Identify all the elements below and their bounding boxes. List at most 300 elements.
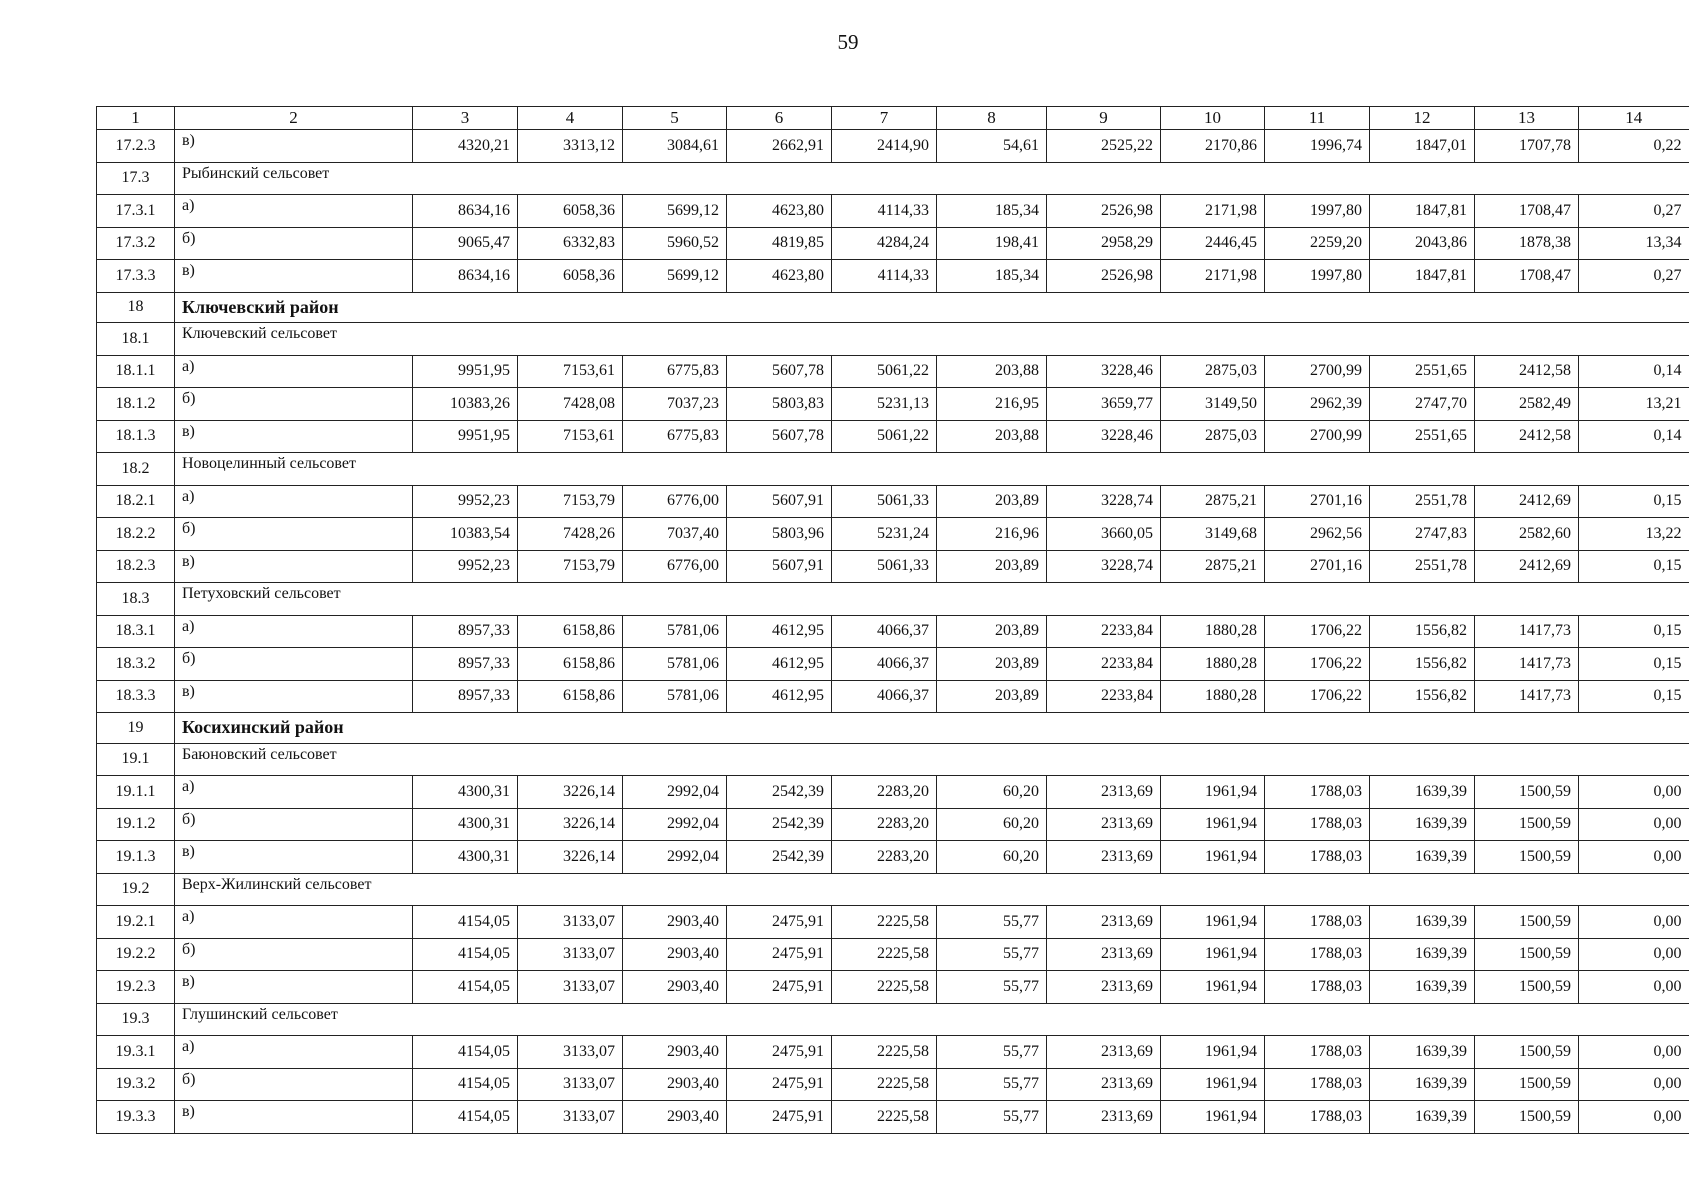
table-row — [97, 420, 1689, 453]
value-cell-col-6: 4612,95 — [727, 615, 832, 648]
value-cell-col-12: 2747,83 — [1370, 518, 1475, 551]
value-cell-col-12: 2043,86 — [1370, 227, 1475, 260]
value-cell-col-10: 2170,86 — [1161, 130, 1265, 163]
row-variant-label: в) — [175, 550, 413, 583]
value-cell-col-7: 2283,20 — [832, 841, 937, 874]
value-cell-col-7: 5061,33 — [832, 485, 937, 518]
value-cell-col-13: 1500,59 — [1475, 906, 1579, 939]
value-cell-col-6: 5607,78 — [727, 355, 832, 388]
value-cell-col-13: 1500,59 — [1475, 1036, 1579, 1069]
value-cell-col-7: 2225,58 — [832, 971, 937, 1004]
value-cell-col-11: 1788,03 — [1265, 808, 1370, 841]
table-header-row — [97, 107, 1689, 130]
value-cell-col-11: 1788,03 — [1265, 776, 1370, 809]
value-cell-col-14: 0,00 — [1579, 841, 1689, 874]
value-cell-col-10: 2875,03 — [1161, 420, 1265, 453]
value-cell-col-8: 55,77 — [937, 1036, 1047, 1069]
row-code: 19.3 — [97, 1003, 175, 1036]
value-cell-col-5: 5781,06 — [623, 648, 727, 681]
value-cell-col-10: 3149,68 — [1161, 518, 1265, 551]
value-cell-col-11: 1706,22 — [1265, 648, 1370, 681]
value-cell-col-4: 6058,36 — [518, 260, 623, 293]
value-cell-col-10: 1961,94 — [1161, 808, 1265, 841]
value-cell-col-5: 2903,40 — [623, 1068, 727, 1101]
value-cell-col-4: 3226,14 — [518, 841, 623, 874]
value-cell-col-8: 203,89 — [937, 615, 1047, 648]
row-variant-label: в) — [175, 420, 413, 453]
value-cell-col-4: 3313,12 — [518, 130, 623, 163]
value-cell-col-12: 2551,78 — [1370, 485, 1475, 518]
value-cell-col-7: 4066,37 — [832, 615, 937, 648]
value-cell-col-9: 2313,69 — [1047, 906, 1161, 939]
value-cell-col-11: 1996,74 — [1265, 130, 1370, 163]
value-cell-col-14: 0,14 — [1579, 355, 1689, 388]
value-cell-col-5: 2992,04 — [623, 841, 727, 874]
row-variant-label: б) — [175, 938, 413, 971]
council-title: Баюновский сельсовет — [175, 743, 1689, 776]
value-cell-col-3: 9065,47 — [413, 227, 518, 260]
value-cell-col-13: 1417,73 — [1475, 648, 1579, 681]
value-cell-col-12: 1639,39 — [1370, 841, 1475, 874]
row-code: 18.3.1 — [97, 615, 175, 648]
value-cell-col-3: 4154,05 — [413, 1036, 518, 1069]
value-cell-col-7: 5061,22 — [832, 420, 937, 453]
value-cell-col-6: 5607,91 — [727, 485, 832, 518]
value-cell-col-9: 2233,84 — [1047, 648, 1161, 681]
value-cell-col-5: 2992,04 — [623, 808, 727, 841]
value-cell-col-11: 1997,80 — [1265, 195, 1370, 228]
value-cell-col-6: 2662,91 — [727, 130, 832, 163]
value-cell-col-14: 0,27 — [1579, 260, 1689, 293]
value-cell-col-5: 7037,40 — [623, 518, 727, 551]
value-cell-col-3: 9951,95 — [413, 355, 518, 388]
value-cell-col-6: 4612,95 — [727, 648, 832, 681]
value-cell-col-4: 3133,07 — [518, 938, 623, 971]
row-variant-label: а) — [175, 615, 413, 648]
tariff-table-container — [96, 106, 1688, 1134]
row-variant-label: в) — [175, 130, 413, 163]
value-cell-col-8: 203,88 — [937, 420, 1047, 453]
value-cell-col-12: 1639,39 — [1370, 1068, 1475, 1101]
table-row — [97, 485, 1689, 518]
value-cell-col-6: 2475,91 — [727, 1068, 832, 1101]
value-cell-col-13: 1417,73 — [1475, 615, 1579, 648]
value-cell-col-6: 5803,83 — [727, 388, 832, 421]
council-header-row — [97, 873, 1689, 906]
value-cell-col-9: 2526,98 — [1047, 195, 1161, 228]
value-cell-col-12: 1556,82 — [1370, 648, 1475, 681]
value-cell-col-10: 1880,28 — [1161, 680, 1265, 713]
value-cell-col-8: 203,89 — [937, 485, 1047, 518]
value-cell-col-5: 2903,40 — [623, 1036, 727, 1069]
value-cell-col-9: 2313,69 — [1047, 971, 1161, 1004]
row-variant-label: а) — [175, 485, 413, 518]
value-cell-col-4: 3133,07 — [518, 1036, 623, 1069]
value-cell-col-4: 7153,61 — [518, 355, 623, 388]
value-cell-col-5: 6776,00 — [623, 485, 727, 518]
value-cell-col-13: 1500,59 — [1475, 776, 1579, 809]
row-code: 18.2.1 — [97, 485, 175, 518]
value-cell-col-10: 1961,94 — [1161, 841, 1265, 874]
row-code: 18.3.3 — [97, 680, 175, 713]
value-cell-col-7: 5061,33 — [832, 550, 937, 583]
value-cell-col-7: 2225,58 — [832, 1068, 937, 1101]
value-cell-col-13: 1500,59 — [1475, 841, 1579, 874]
value-cell-col-10: 2171,98 — [1161, 260, 1265, 293]
value-cell-col-12: 2551,78 — [1370, 550, 1475, 583]
council-title: Рыбинский сельсовет — [175, 162, 1689, 195]
value-cell-col-5: 2903,40 — [623, 906, 727, 939]
row-code: 17.3.2 — [97, 227, 175, 260]
value-cell-col-10: 1880,28 — [1161, 648, 1265, 681]
value-cell-col-4: 7428,26 — [518, 518, 623, 551]
value-cell-col-8: 55,77 — [937, 938, 1047, 971]
value-cell-col-13: 1500,59 — [1475, 1068, 1579, 1101]
row-code: 19.2.1 — [97, 906, 175, 939]
row-code: 19.1 — [97, 743, 175, 776]
value-cell-col-8: 203,88 — [937, 355, 1047, 388]
table-row — [97, 971, 1689, 1004]
column-header-5: 5 — [623, 107, 727, 130]
table-row — [97, 615, 1689, 648]
row-variant-label: а) — [175, 776, 413, 809]
value-cell-col-3: 9952,23 — [413, 485, 518, 518]
value-cell-col-6: 2542,39 — [727, 808, 832, 841]
value-cell-col-3: 4154,05 — [413, 1068, 518, 1101]
value-cell-col-9: 2233,84 — [1047, 615, 1161, 648]
value-cell-col-9: 3659,77 — [1047, 388, 1161, 421]
value-cell-col-3: 4300,31 — [413, 841, 518, 874]
table-row — [97, 1101, 1689, 1134]
row-code: 19.1.3 — [97, 841, 175, 874]
value-cell-col-8: 198,41 — [937, 227, 1047, 260]
row-code: 19.3.3 — [97, 1101, 175, 1134]
table-row — [97, 841, 1689, 874]
value-cell-col-14: 0,27 — [1579, 195, 1689, 228]
row-code: 19.2 — [97, 873, 175, 906]
value-cell-col-14: 0,15 — [1579, 680, 1689, 713]
value-cell-col-13: 2582,60 — [1475, 518, 1579, 551]
value-cell-col-11: 1706,22 — [1265, 680, 1370, 713]
value-cell-col-13: 2412,58 — [1475, 355, 1579, 388]
value-cell-col-8: 185,34 — [937, 195, 1047, 228]
value-cell-col-9: 2525,22 — [1047, 130, 1161, 163]
value-cell-col-14: 0,15 — [1579, 550, 1689, 583]
value-cell-col-9: 2313,69 — [1047, 1036, 1161, 1069]
row-code: 17.2.3 — [97, 130, 175, 163]
table-row — [97, 388, 1689, 421]
value-cell-col-4: 3226,14 — [518, 808, 623, 841]
value-cell-col-12: 1556,82 — [1370, 615, 1475, 648]
value-cell-col-3: 8957,33 — [413, 615, 518, 648]
value-cell-col-3: 4154,05 — [413, 906, 518, 939]
value-cell-col-4: 7428,08 — [518, 388, 623, 421]
value-cell-col-3: 8957,33 — [413, 680, 518, 713]
value-cell-col-10: 1961,94 — [1161, 1068, 1265, 1101]
value-cell-col-7: 2283,20 — [832, 808, 937, 841]
value-cell-col-10: 3149,50 — [1161, 388, 1265, 421]
value-cell-col-13: 1707,78 — [1475, 130, 1579, 163]
column-header-2: 2 — [175, 107, 413, 130]
value-cell-col-7: 2225,58 — [832, 906, 937, 939]
value-cell-col-6: 2475,91 — [727, 971, 832, 1004]
council-header-row — [97, 1003, 1689, 1036]
row-variant-label: б) — [175, 808, 413, 841]
row-variant-label: а) — [175, 1036, 413, 1069]
row-code: 17.3 — [97, 162, 175, 195]
column-header-10: 10 — [1161, 107, 1265, 130]
value-cell-col-3: 4320,21 — [413, 130, 518, 163]
value-cell-col-10: 1961,94 — [1161, 938, 1265, 971]
value-cell-col-9: 3660,05 — [1047, 518, 1161, 551]
value-cell-col-6: 2542,39 — [727, 841, 832, 874]
value-cell-col-13: 1500,59 — [1475, 938, 1579, 971]
value-cell-col-6: 5607,78 — [727, 420, 832, 453]
value-cell-col-7: 4114,33 — [832, 260, 937, 293]
value-cell-col-12: 1639,39 — [1370, 1101, 1475, 1134]
value-cell-col-11: 2962,39 — [1265, 388, 1370, 421]
page-number: 59 — [837, 30, 859, 54]
value-cell-col-11: 1788,03 — [1265, 971, 1370, 1004]
table-row — [97, 1036, 1689, 1069]
value-cell-col-14: 0,00 — [1579, 1101, 1689, 1134]
value-cell-col-5: 5699,12 — [623, 195, 727, 228]
value-cell-col-14: 0,00 — [1579, 776, 1689, 809]
row-variant-label: б) — [175, 227, 413, 260]
value-cell-col-9: 2233,84 — [1047, 680, 1161, 713]
value-cell-col-4: 3226,14 — [518, 776, 623, 809]
value-cell-col-5: 2903,40 — [623, 938, 727, 971]
value-cell-col-5: 6776,00 — [623, 550, 727, 583]
value-cell-col-4: 7153,79 — [518, 485, 623, 518]
value-cell-col-6: 4819,85 — [727, 227, 832, 260]
district-header-row — [97, 713, 1689, 744]
value-cell-col-10: 2875,03 — [1161, 355, 1265, 388]
table-row — [97, 550, 1689, 583]
value-cell-col-3: 4154,05 — [413, 1101, 518, 1134]
value-cell-col-4: 3133,07 — [518, 1101, 623, 1134]
row-code: 18.2.2 — [97, 518, 175, 551]
row-code: 18 — [97, 292, 175, 323]
value-cell-col-7: 2283,20 — [832, 776, 937, 809]
value-cell-col-13: 1708,47 — [1475, 195, 1579, 228]
row-variant-label: в) — [175, 841, 413, 874]
council-title: Верх-Жилинский сельсовет — [175, 873, 1689, 906]
row-variant-label: а) — [175, 906, 413, 939]
value-cell-col-14: 0,00 — [1579, 1068, 1689, 1101]
value-cell-col-6: 2475,91 — [727, 938, 832, 971]
table-row — [97, 227, 1689, 260]
value-cell-col-9: 2958,29 — [1047, 227, 1161, 260]
column-header-11: 11 — [1265, 107, 1370, 130]
value-cell-col-5: 5781,06 — [623, 680, 727, 713]
value-cell-col-4: 7153,79 — [518, 550, 623, 583]
value-cell-col-3: 4154,05 — [413, 971, 518, 1004]
row-code: 19.1.1 — [97, 776, 175, 809]
value-cell-col-9: 3228,46 — [1047, 355, 1161, 388]
value-cell-col-12: 1639,39 — [1370, 906, 1475, 939]
value-cell-col-7: 2225,58 — [832, 1036, 937, 1069]
value-cell-col-12: 1639,39 — [1370, 808, 1475, 841]
value-cell-col-12: 1639,39 — [1370, 776, 1475, 809]
value-cell-col-8: 55,77 — [937, 906, 1047, 939]
value-cell-col-6: 4623,80 — [727, 195, 832, 228]
table-row — [97, 260, 1689, 293]
value-cell-col-9: 3228,46 — [1047, 420, 1161, 453]
row-code: 18.1.1 — [97, 355, 175, 388]
value-cell-col-3: 4154,05 — [413, 938, 518, 971]
council-header-row — [97, 453, 1689, 486]
row-code: 19.1.2 — [97, 808, 175, 841]
table-body — [97, 107, 1689, 1134]
value-cell-col-10: 1961,94 — [1161, 906, 1265, 939]
value-cell-col-8: 185,34 — [937, 260, 1047, 293]
value-cell-col-14: 0,00 — [1579, 1036, 1689, 1069]
value-cell-col-7: 4284,24 — [832, 227, 937, 260]
value-cell-col-13: 1417,73 — [1475, 680, 1579, 713]
row-variant-label: а) — [175, 355, 413, 388]
table-row — [97, 355, 1689, 388]
value-cell-col-11: 1997,80 — [1265, 260, 1370, 293]
value-cell-col-3: 9952,23 — [413, 550, 518, 583]
value-cell-col-5: 2903,40 — [623, 971, 727, 1004]
value-cell-col-4: 6158,86 — [518, 615, 623, 648]
value-cell-col-8: 54,61 — [937, 130, 1047, 163]
row-code: 17.3.1 — [97, 195, 175, 228]
value-cell-col-5: 6775,83 — [623, 355, 727, 388]
value-cell-col-6: 4623,80 — [727, 260, 832, 293]
value-cell-col-5: 5781,06 — [623, 615, 727, 648]
row-variant-label: б) — [175, 648, 413, 681]
value-cell-col-8: 55,77 — [937, 1068, 1047, 1101]
value-cell-col-12: 1847,81 — [1370, 195, 1475, 228]
value-cell-col-9: 2526,98 — [1047, 260, 1161, 293]
value-cell-col-12: 2551,65 — [1370, 420, 1475, 453]
value-cell-col-11: 1788,03 — [1265, 1068, 1370, 1101]
value-cell-col-4: 3133,07 — [518, 906, 623, 939]
row-code: 18.1 — [97, 323, 175, 356]
value-cell-col-10: 2875,21 — [1161, 485, 1265, 518]
value-cell-col-11: 2701,16 — [1265, 485, 1370, 518]
value-cell-col-13: 1500,59 — [1475, 1101, 1579, 1134]
column-header-12: 12 — [1370, 107, 1475, 130]
value-cell-col-9: 2313,69 — [1047, 1101, 1161, 1134]
value-cell-col-6: 4612,95 — [727, 680, 832, 713]
value-cell-col-3: 8957,33 — [413, 648, 518, 681]
value-cell-col-12: 1639,39 — [1370, 971, 1475, 1004]
row-code: 18.2.3 — [97, 550, 175, 583]
value-cell-col-5: 2903,40 — [623, 1101, 727, 1134]
value-cell-col-5: 7037,23 — [623, 388, 727, 421]
value-cell-col-12: 2747,70 — [1370, 388, 1475, 421]
row-code: 18.1.3 — [97, 420, 175, 453]
value-cell-col-11: 2259,20 — [1265, 227, 1370, 260]
row-code: 18.2 — [97, 453, 175, 486]
value-cell-col-8: 60,20 — [937, 808, 1047, 841]
value-cell-col-6: 2475,91 — [727, 906, 832, 939]
row-variant-label: в) — [175, 680, 413, 713]
row-code: 19.2.3 — [97, 971, 175, 1004]
value-cell-col-11: 1788,03 — [1265, 938, 1370, 971]
value-cell-col-8: 55,77 — [937, 1101, 1047, 1134]
value-cell-col-3: 10383,26 — [413, 388, 518, 421]
value-cell-col-9: 3228,74 — [1047, 550, 1161, 583]
value-cell-col-14: 0,14 — [1579, 420, 1689, 453]
value-cell-col-4: 3133,07 — [518, 1068, 623, 1101]
value-cell-col-9: 2313,69 — [1047, 1068, 1161, 1101]
value-cell-col-14: 0,15 — [1579, 485, 1689, 518]
value-cell-col-6: 5803,96 — [727, 518, 832, 551]
value-cell-col-14: 0,00 — [1579, 808, 1689, 841]
value-cell-col-10: 1880,28 — [1161, 615, 1265, 648]
district-title: Ключевский район — [175, 292, 1689, 323]
council-title: Ключевский сельсовет — [175, 323, 1689, 356]
value-cell-col-13: 2412,69 — [1475, 485, 1579, 518]
column-header-6: 6 — [727, 107, 832, 130]
value-cell-col-9: 2313,69 — [1047, 938, 1161, 971]
value-cell-col-13: 1500,59 — [1475, 971, 1579, 1004]
value-cell-col-4: 3133,07 — [518, 971, 623, 1004]
table-row — [97, 1068, 1689, 1101]
value-cell-col-14: 0,00 — [1579, 938, 1689, 971]
value-cell-col-5: 2992,04 — [623, 776, 727, 809]
value-cell-col-8: 55,77 — [937, 971, 1047, 1004]
value-cell-col-13: 2412,58 — [1475, 420, 1579, 453]
row-variant-label: б) — [175, 518, 413, 551]
column-header-7: 7 — [832, 107, 937, 130]
value-cell-col-10: 2875,21 — [1161, 550, 1265, 583]
value-cell-col-4: 6058,36 — [518, 195, 623, 228]
value-cell-col-11: 1788,03 — [1265, 906, 1370, 939]
value-cell-col-10: 1961,94 — [1161, 1036, 1265, 1069]
value-cell-col-7: 4066,37 — [832, 680, 937, 713]
value-cell-col-13: 1708,47 — [1475, 260, 1579, 293]
value-cell-col-8: 60,20 — [937, 776, 1047, 809]
value-cell-col-12: 1639,39 — [1370, 1036, 1475, 1069]
value-cell-col-6: 2542,39 — [727, 776, 832, 809]
value-cell-col-10: 2171,98 — [1161, 195, 1265, 228]
row-code: 18.3.2 — [97, 648, 175, 681]
value-cell-col-11: 2701,16 — [1265, 550, 1370, 583]
value-cell-col-3: 9951,95 — [413, 420, 518, 453]
value-cell-col-11: 2700,99 — [1265, 355, 1370, 388]
value-cell-col-7: 5231,24 — [832, 518, 937, 551]
table-row — [97, 648, 1689, 681]
value-cell-col-14: 0,22 — [1579, 130, 1689, 163]
table-row — [97, 776, 1689, 809]
value-cell-col-4: 6332,83 — [518, 227, 623, 260]
value-cell-col-3: 10383,54 — [413, 518, 518, 551]
value-cell-col-9: 2313,69 — [1047, 776, 1161, 809]
row-code: 18.3 — [97, 583, 175, 616]
row-variant-label: б) — [175, 388, 413, 421]
value-cell-col-6: 5607,91 — [727, 550, 832, 583]
table-row — [97, 195, 1689, 228]
council-title: Новоцелинный сельсовет — [175, 453, 1689, 486]
table-row — [97, 680, 1689, 713]
value-cell-col-7: 4114,33 — [832, 195, 937, 228]
row-code: 17.3.3 — [97, 260, 175, 293]
value-cell-col-11: 1788,03 — [1265, 1036, 1370, 1069]
value-cell-col-9: 2313,69 — [1047, 808, 1161, 841]
value-cell-col-5: 3084,61 — [623, 130, 727, 163]
column-header-8: 8 — [937, 107, 1047, 130]
council-title: Глушинский сельсовет — [175, 1003, 1689, 1036]
value-cell-col-8: 203,89 — [937, 648, 1047, 681]
row-code: 19.3.2 — [97, 1068, 175, 1101]
row-code: 19.3.1 — [97, 1036, 175, 1069]
table-row — [97, 906, 1689, 939]
